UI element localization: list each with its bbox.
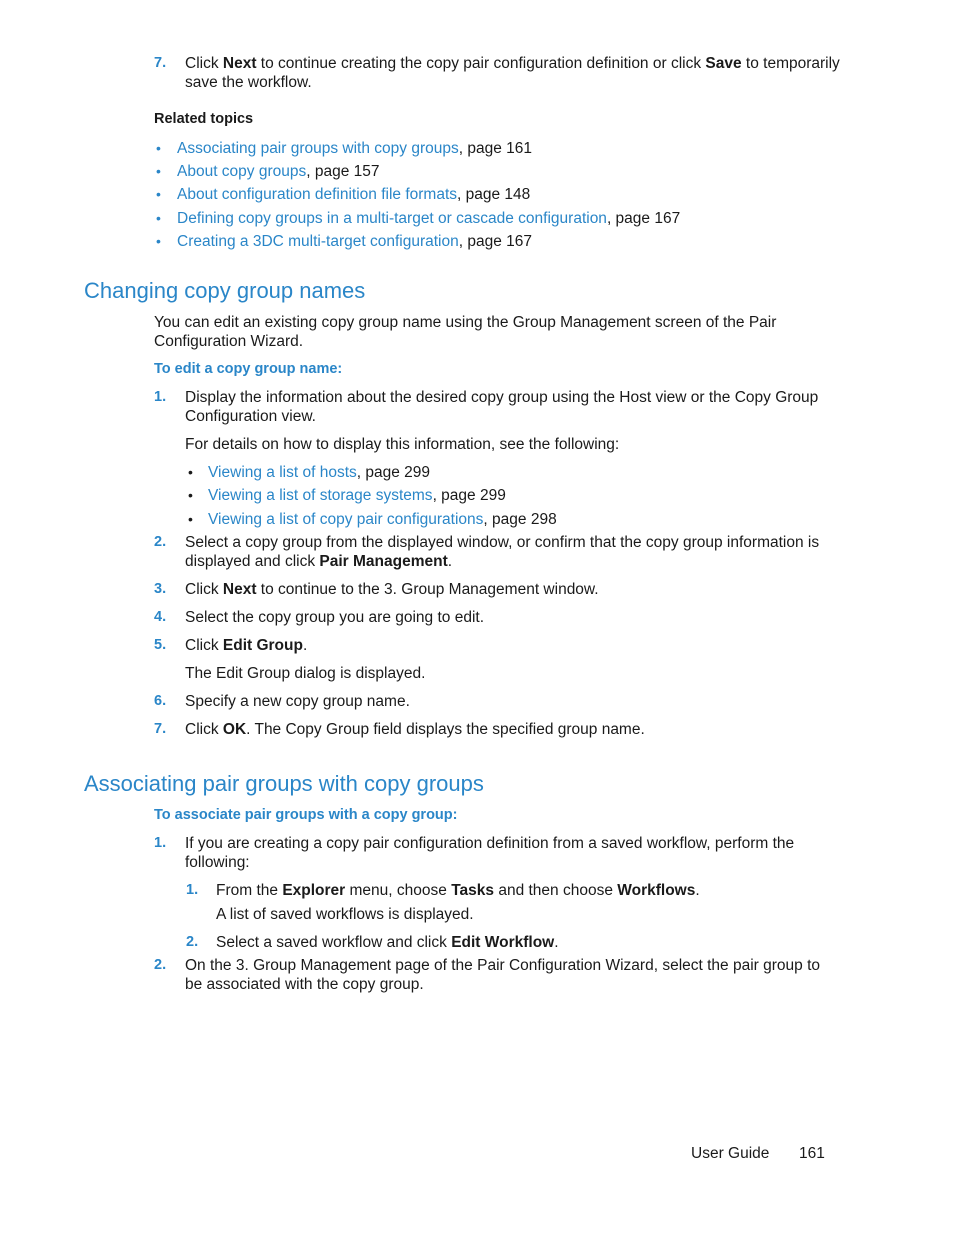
step-number: 5. [154, 637, 167, 653]
bullet-icon: • [188, 464, 193, 480]
step-text: If you are creating a copy pair configuration definition from a saved workflow, perform the [185, 835, 795, 852]
related-link[interactable]: About copy groups [177, 163, 307, 180]
step-number: 1. [154, 835, 167, 851]
related-item: Associating pair groups with copy groups, page 161 [177, 140, 532, 157]
step-text-line2: Configuration view. [185, 408, 316, 425]
step-text: Display the information about the desired copy group using the Host view or the Copy Group [185, 389, 819, 406]
step-text: On the 3. Group Management page of the Pair Configuration Wizard, select the pair group to [185, 957, 821, 974]
bullet-icon: • [156, 186, 161, 202]
section-intro-line2: Configuration Wizard. [154, 333, 304, 350]
bullet-icon: • [156, 210, 161, 226]
step-text: Select a copy group from the displayed window, or confirm that the copy group information is [185, 534, 820, 551]
step-text: Specify a new copy group name. [185, 693, 410, 710]
step-text: Click Edit Group. [185, 637, 308, 654]
step-number: 2. [154, 534, 167, 550]
related-link[interactable]: About configuration definition file formats [177, 186, 458, 203]
step-text: Click Next to continue creating the copy pair configuration definition or click Save to temporarily [185, 55, 840, 72]
step-number: 6. [154, 693, 167, 709]
footer-guide-label: User Guide [691, 1145, 770, 1162]
substep-note: A list of saved workflows is displayed. [216, 906, 474, 923]
sub-link-item: Viewing a list of storage systems, page 299 [208, 487, 506, 504]
substep-number: 1. [186, 882, 199, 898]
page-number: 161 [799, 1145, 825, 1162]
bullet-icon: • [156, 233, 161, 249]
substep-text: From the Explorer menu, choose Tasks and then choose Workflows. [216, 882, 700, 899]
step-number: 2. [154, 957, 167, 973]
step-number: 7. [154, 55, 167, 71]
step-number: 4. [154, 609, 167, 625]
related-item: About copy groups, page 157 [177, 163, 380, 180]
bullet-icon: • [156, 163, 161, 179]
sub-link-item: Viewing a list of copy pair configurations, page 298 [208, 511, 557, 528]
substep-text: Select a saved workflow and click Edit Workflow. [216, 934, 559, 951]
bullet-icon: • [188, 511, 193, 527]
section-heading: Associating pair groups with copy groups [84, 771, 484, 796]
procedure-heading: To edit a copy group name: [154, 361, 343, 377]
bullet-icon: • [156, 140, 161, 156]
step-text: Click Next to continue to the 3. Group Management window. [185, 581, 599, 598]
step-note: The Edit Group dialog is displayed. [185, 665, 426, 682]
related-topics-heading: Related topics [154, 111, 254, 127]
related-item: About configuration definition file formats, page 148 [177, 186, 531, 203]
section-heading: Changing copy group names [84, 278, 366, 303]
sub-link-item: Viewing a list of hosts, page 299 [208, 464, 431, 481]
step-number: 7. [154, 721, 167, 737]
step-text: Select the copy group you are going to edit. [185, 609, 485, 626]
section-intro: You can edit an existing copy group name using the Group Management screen of the Pair [154, 314, 777, 331]
related-link[interactable]: Defining copy groups in a multi-target or cascade configuration [177, 210, 607, 227]
step-text-line2: be associated with the copy group. [185, 976, 424, 993]
related-item: Creating a 3DC multi-target configuration, page 167 [177, 233, 532, 250]
procedure-heading: To associate pair groups with a copy group: [154, 807, 458, 823]
step-number: 1. [154, 389, 167, 405]
step-text: Click OK. The Copy Group field displays the specified group name. [185, 721, 645, 738]
step-text-line2: following: [185, 854, 250, 871]
sub-link[interactable]: Viewing a list of storage systems [208, 487, 433, 504]
step-note: For details on how to display this information, see the following: [185, 436, 620, 453]
related-item: Defining copy groups in a multi-target or cascade configuration, page 167 [177, 210, 681, 227]
step-text-line2: displayed and click Pair Management. [185, 553, 453, 570]
step-text-line2: save the workflow. [185, 74, 312, 91]
sub-link[interactable]: Viewing a list of hosts [208, 464, 357, 481]
sub-link[interactable]: Viewing a list of copy pair configurations [208, 511, 484, 528]
related-link[interactable]: Creating a 3DC multi-target configuration [177, 233, 459, 250]
step-number: 3. [154, 581, 167, 597]
bullet-icon: • [188, 487, 193, 503]
related-link[interactable]: Associating pair groups with copy groups [177, 140, 459, 157]
substep-number: 2. [186, 934, 199, 950]
